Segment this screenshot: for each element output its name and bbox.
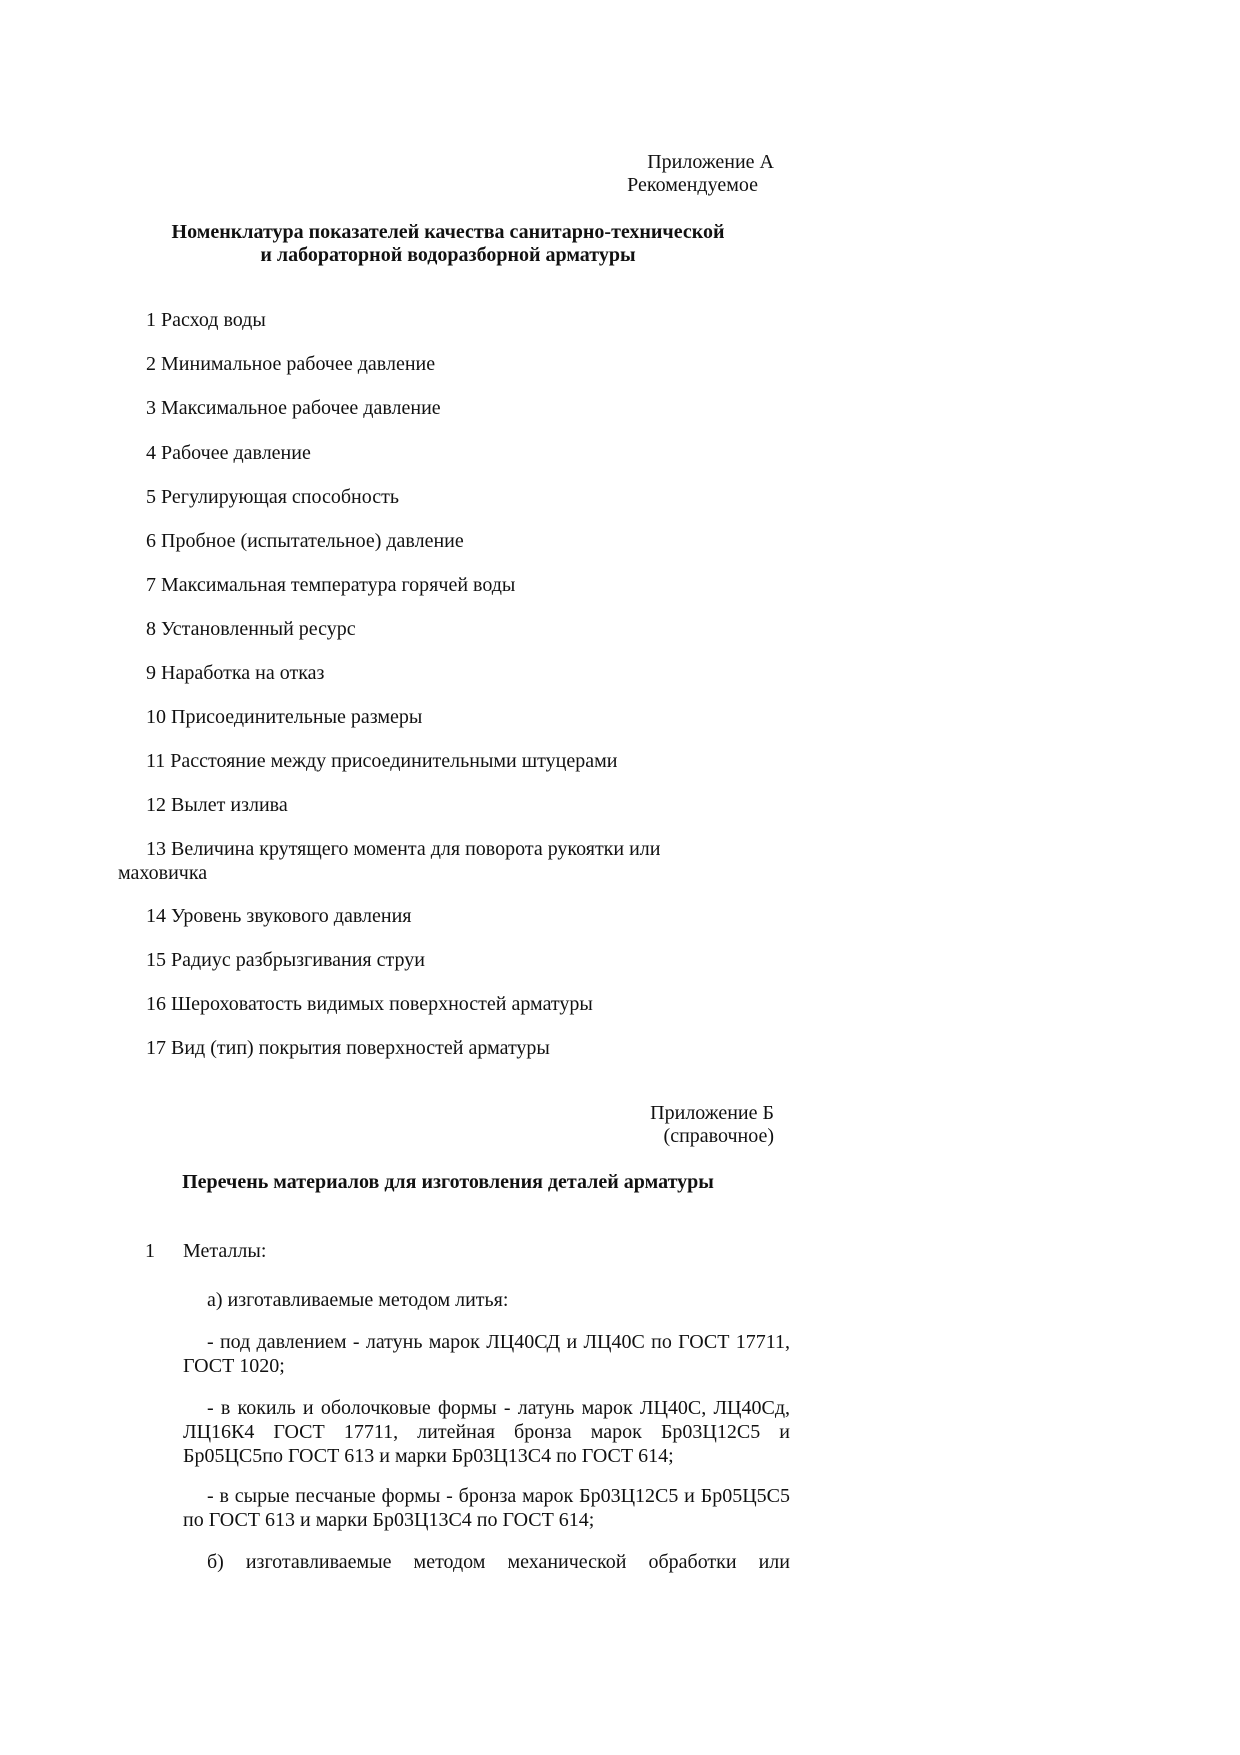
paragraph: - под давлением - латунь марок ЛЦ40СД и ЛЦ40С по ГОСТ 17711, ГОСТ 1020; <box>183 1331 790 1377</box>
list-item: 10 Присоединительные размеры <box>146 706 423 728</box>
section-number: 1 <box>145 1240 155 1262</box>
list-item: 4 Рабочее давление <box>146 442 311 464</box>
paragraph: а) изготавливаемые методом литья: <box>207 1289 509 1311</box>
appendix-a-title-line2: и лабораторной водоразборной арматуры <box>260 244 636 266</box>
list-item: 15 Радиус разбрызгивания струи <box>146 949 425 971</box>
section-label: Металлы: <box>183 1240 267 1262</box>
list-item: 13 Величина крутящего момента для поворота рукоятки или маховичка <box>118 838 661 884</box>
appendix-a-status: Рекомендуемое <box>627 174 758 196</box>
list-item: 11 Расстояние между присоединительными штуцерами <box>146 750 618 772</box>
list-item: 16 Шероховатость видимых поверхностей арматуры <box>146 993 593 1015</box>
list-item: 8 Установленный ресурс <box>146 618 356 640</box>
paragraph: б) изготавливаемые методом механической обработки или <box>207 1551 790 1573</box>
list-item: 7 Максимальная температура горячей воды <box>146 574 516 596</box>
list-item: 3 Максимальное рабочее давление <box>146 397 441 419</box>
list-item: 6 Пробное (испытательное) давление <box>146 530 464 552</box>
appendix-b-status: (справочное) <box>663 1125 774 1147</box>
list-item: 17 Вид (тип) покрытия поверхностей арматуры <box>146 1037 550 1059</box>
paragraph: - в сырые песчаные формы - бронза марок Бр03Ц12С5 и Бр05Ц5С5 по ГОСТ 613 и марки Бр03Ц13С4 по ГОСТ 614; <box>183 1485 790 1531</box>
paragraph: - в кокиль и оболочковые формы - латунь марок ЛЦ40С, ЛЦ40Сд, ЛЦ16К4 ГОСТ 17711, литейная бронза марок Бр03Ц12С5 и Бр05ЦС5по ГОСТ 613 и марки Бр03Ц13С4 по ГОСТ 614; <box>183 1397 790 1467</box>
list-item: 5 Регулирующая способность <box>146 486 399 508</box>
appendix-a-label: Приложение А <box>647 151 774 173</box>
appendix-b-title: Перечень материалов для изготовления деталей арматуры <box>182 1171 714 1193</box>
appendix-b-label: Приложение Б <box>650 1102 774 1124</box>
list-item: 2 Минимальное рабочее давление <box>146 353 436 375</box>
list-item: 9 Наработка на отказ <box>146 662 325 684</box>
appendix-a-title-line1: Номенклатура показателей качества санитарно-технической <box>171 221 725 243</box>
list-item: 1 Расход воды <box>146 309 266 331</box>
list-item: 14 Уровень звукового давления <box>146 905 412 927</box>
list-item: 12 Вылет излива <box>146 794 288 816</box>
